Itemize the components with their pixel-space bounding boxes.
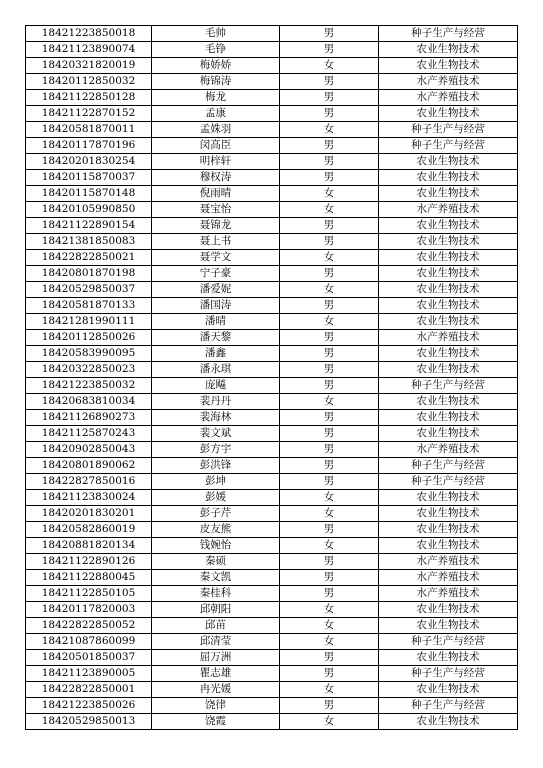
student-name-cell: 彭坤 <box>152 474 280 490</box>
table-row <box>26 170 518 186</box>
table-row <box>26 458 518 474</box>
gender-cell: 女 <box>280 682 379 698</box>
student-id-cell: 18420583990095 <box>26 346 152 362</box>
table-row <box>26 314 518 330</box>
student-name-cell: 聂宝怡 <box>152 202 280 218</box>
student-name-cell: 潘鑫 <box>152 346 280 362</box>
gender-cell: 男 <box>280 154 379 170</box>
student-id-cell: 18422822850001 <box>26 682 152 698</box>
gender-cell: 男 <box>280 554 379 570</box>
gender-cell: 女 <box>280 58 379 74</box>
gender-cell: 女 <box>280 714 379 730</box>
table-row <box>26 362 518 378</box>
table-row <box>26 106 518 122</box>
student-id-cell: 18420115870037 <box>26 170 152 186</box>
major-cell: 农业生物技术 <box>379 394 518 410</box>
table-row <box>26 330 518 346</box>
major-cell: 农业生物技术 <box>379 298 518 314</box>
student-name-cell: 邱苗 <box>152 618 280 634</box>
table-row <box>26 506 518 522</box>
student-name-cell: 潘爱妮 <box>152 282 280 298</box>
student-id-cell: 18420881820134 <box>26 538 152 554</box>
table-row <box>26 234 518 250</box>
gender-cell: 男 <box>280 698 379 714</box>
student-name-cell: 饶律 <box>152 698 280 714</box>
student-id-cell: 18420117870196 <box>26 138 152 154</box>
student-id-cell: 18420582860019 <box>26 522 152 538</box>
major-cell: 种子生产与经营 <box>379 634 518 650</box>
gender-cell: 男 <box>280 570 379 586</box>
major-cell: 农业生物技术 <box>379 170 518 186</box>
student-id-cell: 18420529850037 <box>26 282 152 298</box>
student-name-cell: 邱朝阳 <box>152 602 280 618</box>
table-row <box>26 490 518 506</box>
major-cell: 农业生物技术 <box>379 602 518 618</box>
gender-cell: 男 <box>280 138 379 154</box>
table-row <box>26 474 518 490</box>
gender-cell: 女 <box>280 250 379 266</box>
table-row <box>26 586 518 602</box>
student-roster-sheet <box>25 25 517 730</box>
student-id-cell: 18421122850105 <box>26 586 152 602</box>
major-cell: 农业生物技术 <box>379 410 518 426</box>
table-row <box>26 154 518 170</box>
major-cell: 种子生产与经营 <box>379 138 518 154</box>
major-cell: 农业生物技术 <box>379 682 518 698</box>
major-cell: 农业生物技术 <box>379 154 518 170</box>
student-name-cell: 毛帅 <box>152 26 280 42</box>
student-name-cell: 孟姝羽 <box>152 122 280 138</box>
table-row <box>26 602 518 618</box>
gender-cell: 男 <box>280 106 379 122</box>
student-id-cell: 18421381850083 <box>26 234 152 250</box>
gender-cell: 男 <box>280 650 379 666</box>
gender-cell: 男 <box>280 362 379 378</box>
gender-cell: 女 <box>280 202 379 218</box>
student-id-cell: 18420105990850 <box>26 202 152 218</box>
table-row <box>26 378 518 394</box>
gender-cell: 男 <box>280 218 379 234</box>
table-row <box>26 58 518 74</box>
student-name-cell: 穆权涛 <box>152 170 280 186</box>
gender-cell: 男 <box>280 378 379 394</box>
gender-cell: 男 <box>280 426 379 442</box>
table-row <box>26 666 518 682</box>
table-row <box>26 714 518 730</box>
major-cell: 农业生物技术 <box>379 714 518 730</box>
student-name-cell: 聂上书 <box>152 234 280 250</box>
major-cell: 种子生产与经营 <box>379 666 518 682</box>
major-cell: 农业生物技术 <box>379 234 518 250</box>
student-name-cell: 裴文斌 <box>152 426 280 442</box>
gender-cell: 女 <box>280 506 379 522</box>
table-row <box>26 42 518 58</box>
major-cell: 水产养殖技术 <box>379 554 518 570</box>
table-row <box>26 650 518 666</box>
major-cell: 农业生物技术 <box>379 58 518 74</box>
student-name-cell: 梅娇娇 <box>152 58 280 74</box>
student-name-cell: 饶霞 <box>152 714 280 730</box>
table-row <box>26 346 518 362</box>
gender-cell: 男 <box>280 26 379 42</box>
student-id-cell: 18420501850037 <box>26 650 152 666</box>
gender-cell: 男 <box>280 474 379 490</box>
major-cell: 农业生物技术 <box>379 42 518 58</box>
major-cell: 种子生产与经营 <box>379 122 518 138</box>
major-cell: 种子生产与经营 <box>379 378 518 394</box>
student-roster-table <box>25 25 518 730</box>
major-cell: 水产养殖技术 <box>379 202 518 218</box>
gender-cell: 女 <box>280 602 379 618</box>
student-name-cell: 聂学文 <box>152 250 280 266</box>
student-name-cell: 孟康 <box>152 106 280 122</box>
major-cell: 农业生物技术 <box>379 266 518 282</box>
major-cell: 种子生产与经营 <box>379 474 518 490</box>
major-cell: 水产养殖技术 <box>379 586 518 602</box>
major-cell: 农业生物技术 <box>379 186 518 202</box>
student-id-cell: 18421126890273 <box>26 410 152 426</box>
student-id-cell: 18420321820019 <box>26 58 152 74</box>
student-id-cell: 18421123890074 <box>26 42 152 58</box>
student-name-cell: 裴海林 <box>152 410 280 426</box>
student-id-cell: 18421122850128 <box>26 90 152 106</box>
gender-cell: 男 <box>280 266 379 282</box>
gender-cell: 男 <box>280 298 379 314</box>
student-name-cell: 庞飚 <box>152 378 280 394</box>
student-name-cell: 屈万洲 <box>152 650 280 666</box>
table-row <box>26 570 518 586</box>
student-name-cell: 彭媛 <box>152 490 280 506</box>
major-cell: 农业生物技术 <box>379 218 518 234</box>
major-cell: 种子生产与经营 <box>379 26 518 42</box>
major-cell: 水产养殖技术 <box>379 74 518 90</box>
gender-cell: 女 <box>280 538 379 554</box>
table-row <box>26 554 518 570</box>
gender-cell: 男 <box>280 346 379 362</box>
student-id-cell: 18422822850021 <box>26 250 152 266</box>
gender-cell: 男 <box>280 90 379 106</box>
major-cell: 种子生产与经营 <box>379 698 518 714</box>
gender-cell: 男 <box>280 458 379 474</box>
student-id-cell: 18421122870152 <box>26 106 152 122</box>
gender-cell: 女 <box>280 490 379 506</box>
student-id-cell: 18420112850026 <box>26 330 152 346</box>
table-row <box>26 426 518 442</box>
gender-cell: 女 <box>280 394 379 410</box>
gender-cell: 女 <box>280 634 379 650</box>
table-row <box>26 682 518 698</box>
major-cell: 水产养殖技术 <box>379 90 518 106</box>
table-row <box>26 266 518 282</box>
table-row <box>26 250 518 266</box>
gender-cell: 男 <box>280 74 379 90</box>
table-row <box>26 282 518 298</box>
major-cell: 种子生产与经营 <box>379 458 518 474</box>
table-row <box>26 218 518 234</box>
student-id-cell: 18421122880045 <box>26 570 152 586</box>
student-id-cell: 18420801870198 <box>26 266 152 282</box>
student-id-cell: 18420902850043 <box>26 442 152 458</box>
student-id-cell: 18421087860099 <box>26 634 152 650</box>
student-id-cell: 18421122890126 <box>26 554 152 570</box>
student-id-cell: 18420322850023 <box>26 362 152 378</box>
student-id-cell: 18421281990111 <box>26 314 152 330</box>
table-row <box>26 26 518 42</box>
major-cell: 农业生物技术 <box>379 506 518 522</box>
student-name-cell: 秦硕 <box>152 554 280 570</box>
table-row <box>26 298 518 314</box>
major-cell: 水产养殖技术 <box>379 330 518 346</box>
gender-cell: 男 <box>280 666 379 682</box>
student-name-cell: 倪雨晴 <box>152 186 280 202</box>
student-name-cell: 宁子豪 <box>152 266 280 282</box>
major-cell: 农业生物技术 <box>379 362 518 378</box>
student-id-cell: 18420581870133 <box>26 298 152 314</box>
gender-cell: 男 <box>280 522 379 538</box>
student-id-cell: 18421223850018 <box>26 26 152 42</box>
student-name-cell: 聂锦龙 <box>152 218 280 234</box>
gender-cell: 男 <box>280 330 379 346</box>
major-cell: 农业生物技术 <box>379 106 518 122</box>
major-cell: 农业生物技术 <box>379 650 518 666</box>
table-row <box>26 698 518 714</box>
student-id-cell: 18420801890062 <box>26 458 152 474</box>
student-name-cell: 闵高臣 <box>152 138 280 154</box>
student-id-cell: 18421123890005 <box>26 666 152 682</box>
student-id-cell: 18421125870243 <box>26 426 152 442</box>
student-id-cell: 18421223850026 <box>26 698 152 714</box>
student-id-cell: 18420683810034 <box>26 394 152 410</box>
table-row <box>26 538 518 554</box>
student-id-cell: 18420112850032 <box>26 74 152 90</box>
major-cell: 农业生物技术 <box>379 426 518 442</box>
gender-cell: 女 <box>280 314 379 330</box>
student-name-cell: 邱清莹 <box>152 634 280 650</box>
table-row <box>26 138 518 154</box>
gender-cell: 男 <box>280 170 379 186</box>
student-id-cell: 18420201830254 <box>26 154 152 170</box>
major-cell: 农业生物技术 <box>379 346 518 362</box>
student-name-cell: 毛铮 <box>152 42 280 58</box>
student-id-cell: 18421223850032 <box>26 378 152 394</box>
student-id-cell: 18421122890154 <box>26 218 152 234</box>
major-cell: 农业生物技术 <box>379 538 518 554</box>
student-name-cell: 明梓轩 <box>152 154 280 170</box>
table-row <box>26 74 518 90</box>
student-name-cell: 秦桂科 <box>152 586 280 602</box>
gender-cell: 男 <box>280 410 379 426</box>
gender-cell: 男 <box>280 234 379 250</box>
table-row <box>26 634 518 650</box>
student-id-cell: 18422822850052 <box>26 618 152 634</box>
student-name-cell: 梅锦涛 <box>152 74 280 90</box>
major-cell: 水产养殖技术 <box>379 442 518 458</box>
major-cell: 农业生物技术 <box>379 314 518 330</box>
major-cell: 农业生物技术 <box>379 522 518 538</box>
table-row <box>26 202 518 218</box>
table-row <box>26 90 518 106</box>
student-id-cell: 18422827850016 <box>26 474 152 490</box>
major-cell: 农业生物技术 <box>379 282 518 298</box>
student-name-cell: 潘国涛 <box>152 298 280 314</box>
table-row <box>26 442 518 458</box>
student-name-cell: 钱婉怡 <box>152 538 280 554</box>
student-id-cell: 18420115870148 <box>26 186 152 202</box>
gender-cell: 女 <box>280 186 379 202</box>
student-name-cell: 皮友熊 <box>152 522 280 538</box>
major-cell: 农业生物技术 <box>379 250 518 266</box>
table-row <box>26 122 518 138</box>
table-row <box>26 618 518 634</box>
student-name-cell: 彭子芹 <box>152 506 280 522</box>
gender-cell: 男 <box>280 442 379 458</box>
student-id-cell: 18420529850013 <box>26 714 152 730</box>
gender-cell: 男 <box>280 586 379 602</box>
student-name-cell: 潘永琪 <box>152 362 280 378</box>
student-id-cell: 18421123830024 <box>26 490 152 506</box>
gender-cell: 女 <box>280 122 379 138</box>
major-cell: 农业生物技术 <box>379 618 518 634</box>
roster-body <box>26 26 518 730</box>
student-name-cell: 裴丹丹 <box>152 394 280 410</box>
student-name-cell: 瞿志雄 <box>152 666 280 682</box>
student-name-cell: 彭方宇 <box>152 442 280 458</box>
student-name-cell: 秦文凯 <box>152 570 280 586</box>
student-id-cell: 18420201830201 <box>26 506 152 522</box>
table-row <box>26 394 518 410</box>
student-id-cell: 18420581870011 <box>26 122 152 138</box>
table-row <box>26 410 518 426</box>
table-row <box>26 186 518 202</box>
gender-cell: 女 <box>280 618 379 634</box>
student-id-cell: 18420117820003 <box>26 602 152 618</box>
major-cell: 农业生物技术 <box>379 490 518 506</box>
table-row <box>26 522 518 538</box>
student-name-cell: 彭洪锋 <box>152 458 280 474</box>
gender-cell: 男 <box>280 42 379 58</box>
student-name-cell: 梅龙 <box>152 90 280 106</box>
student-name-cell: 潘天黎 <box>152 330 280 346</box>
gender-cell: 女 <box>280 282 379 298</box>
student-name-cell: 冉光媛 <box>152 682 280 698</box>
major-cell: 水产养殖技术 <box>379 570 518 586</box>
student-name-cell: 潘晴 <box>152 314 280 330</box>
